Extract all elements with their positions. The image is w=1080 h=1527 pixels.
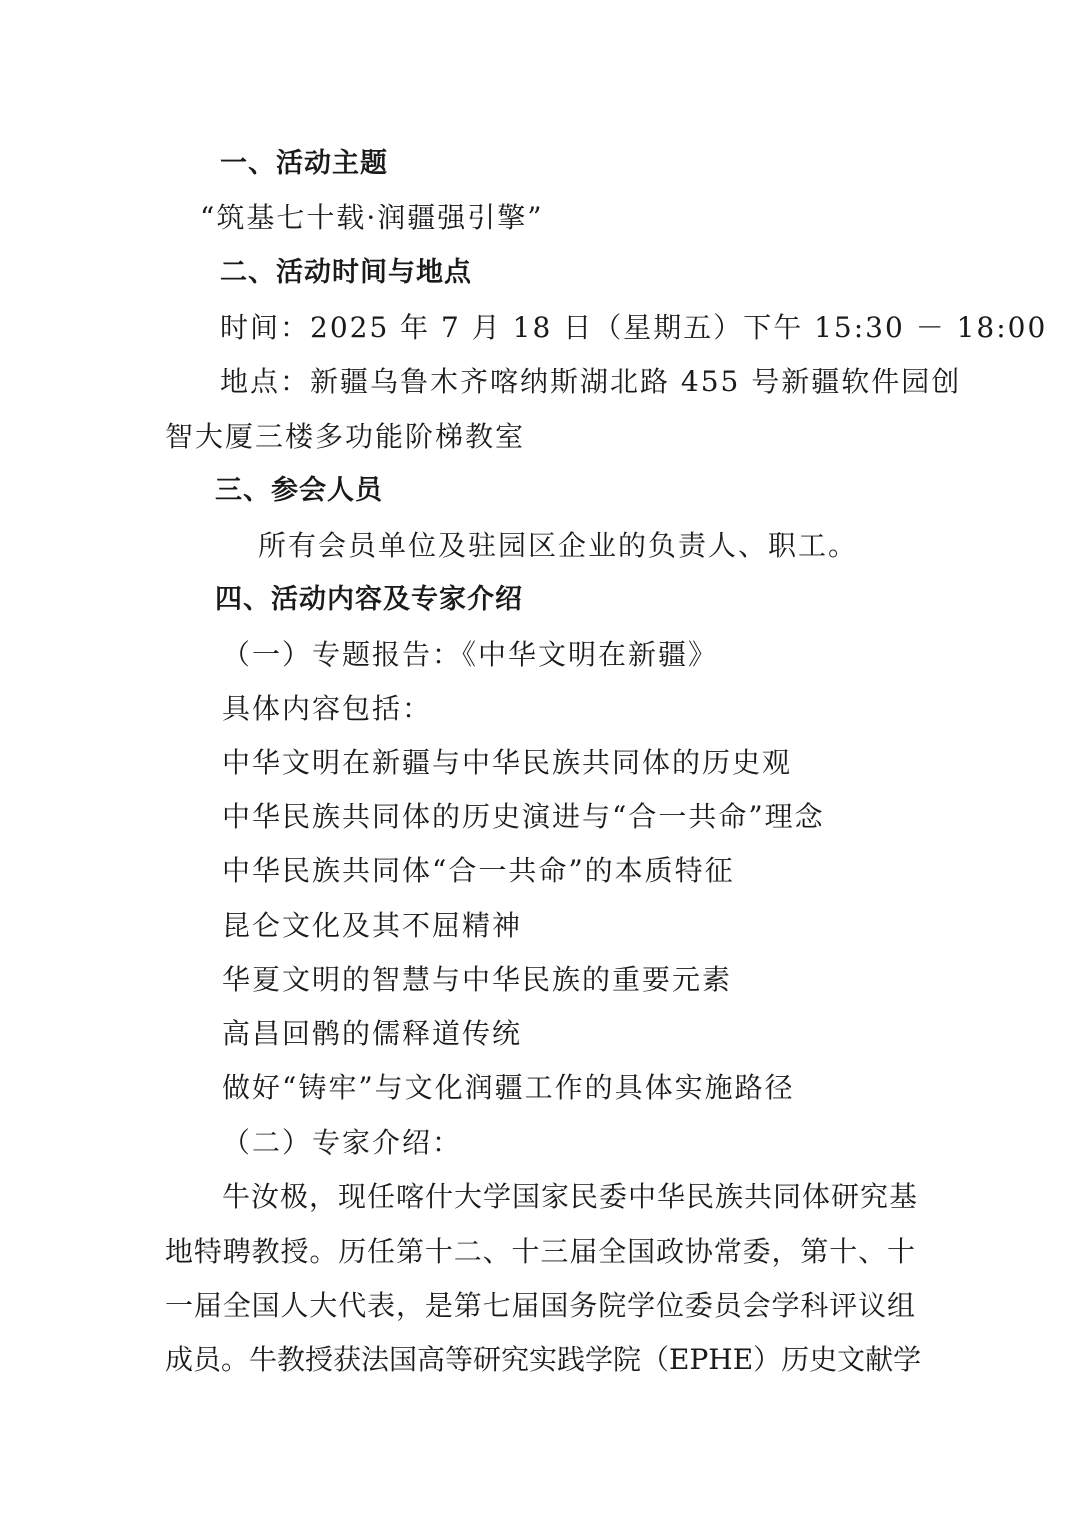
attendees-text: 所有会员单位及驻园区企业的负责人、职工。 — [258, 529, 859, 562]
expert-bio-line: 一届全国人大代表，是第七届国务院学位委员会学科评议组 — [165, 1289, 915, 1322]
content-list-item: 昆仑文化及其不屈精神 — [222, 909, 523, 942]
content-intro: 具体内容包括： — [222, 692, 433, 725]
activity-place-line2: 智大厦三楼多功能阶梯教室 — [165, 420, 526, 453]
content-list-item: 做好“铸牢”与文化润疆工作的具体实施路径 — [222, 1071, 795, 1104]
section-heading-content: 四、活动内容及专家介绍 — [215, 584, 523, 615]
content-list-item: 华夏文明的智慧与中华民族的重要元素 — [222, 963, 733, 996]
expert-bio-line: 成员。牛教授获法国高等研究实践学院（EPHE）历史文献学 — [165, 1343, 922, 1376]
activity-time-text: 时间：2025 年 7 月 18 日（星期五）下午 15:30 － 18:00 — [220, 311, 1048, 344]
section-heading-theme: 一、活动主题 — [220, 148, 388, 179]
section-heading-time-place: 二、活动时间与地点 — [220, 257, 472, 288]
activity-place-line1: 地点：新疆乌鲁木齐喀纳斯湖北路 455 号新疆软件园创 — [220, 365, 962, 398]
section-heading-attendees: 三、参会人员 — [215, 475, 383, 506]
activity-theme-text: “筑基七十载·润疆强引擎” — [200, 201, 544, 234]
subheading-expert: （二）专家介绍： — [222, 1126, 463, 1159]
expert-bio-line: 牛汝极，现任喀什大学国家民委中华民族共同体研究基 — [222, 1180, 917, 1213]
content-list-item: 中华民族共同体“合一共命”的本质特征 — [222, 854, 735, 887]
subheading-report: （一）专题报告：《中华文明在新疆》 — [222, 638, 719, 671]
content-list-item: 高昌回鹘的儒释道传统 — [222, 1017, 523, 1050]
expert-bio-line: 地特聘教授。历任第十二、十三届全国政协常委，第十、十 — [165, 1235, 915, 1268]
content-list-item: 中华民族共同体的历史演进与“合一共命”理念 — [222, 800, 825, 833]
content-list-item: 中华文明在新疆与中华民族共同体的历史观 — [222, 746, 793, 779]
